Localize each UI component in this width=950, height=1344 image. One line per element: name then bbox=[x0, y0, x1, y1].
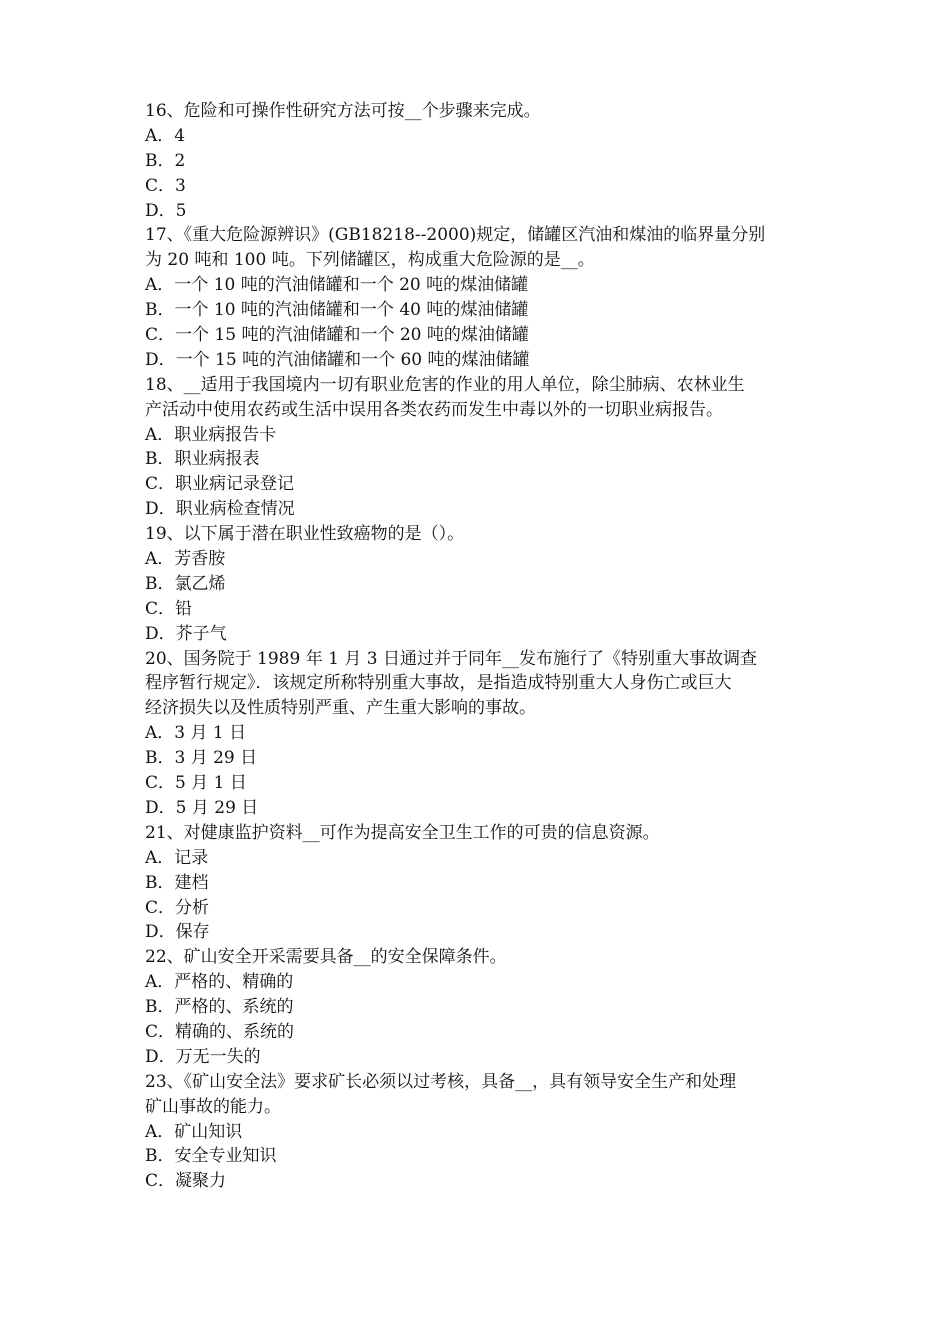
option-d: D．职业病检查情况 bbox=[145, 499, 295, 520]
question-16 bbox=[145, 99, 810, 223]
question-19 bbox=[145, 522, 810, 646]
option-c: C．分析 bbox=[145, 897, 210, 918]
question-stem: 16、危险和可操作性研究方法可按__个步骤来完成。 bbox=[145, 101, 541, 121]
option-a: A．一个 10 吨的汽油储罐和一个 20 吨的煤油储罐 bbox=[145, 275, 529, 296]
option-d: D．保存 bbox=[145, 922, 210, 943]
option-d: D．5 月 29 日 bbox=[145, 797, 259, 818]
option-b: B．3 月 29 日 bbox=[145, 748, 258, 769]
question-stem: 17、《重大危险源辨识》(GB18218--2000)规定，储罐区汽油和煤油的临界量分别 bbox=[145, 225, 766, 246]
option-c: C．凝聚力 bbox=[145, 1171, 227, 1192]
question-stem: 23、《矿山安全法》要求矿长必须以过考核，具备__，具有领导安全生产和处理 bbox=[145, 1071, 737, 1092]
question-stem-continued: 程序暂行规定》．该规定所称特别重大事故，是指造成特别重大人身伤亡或巨大 bbox=[145, 673, 732, 694]
option-a: A．矿山知识 bbox=[145, 1121, 243, 1142]
option-b: B．严格的、系统的 bbox=[145, 997, 294, 1018]
question-stem: 18、__适用于我国境内一切有职业危害的作业的用人单位，除尘肺病、农林业生 bbox=[145, 374, 745, 395]
option-a: A．记录 bbox=[145, 847, 209, 868]
option-c: C．职业病记录登记 bbox=[145, 474, 295, 495]
option-b: B．职业病报表 bbox=[145, 449, 260, 470]
option-c: C．一个 15 吨的汽油储罐和一个 20 吨的煤油储罐 bbox=[145, 325, 529, 346]
option-c: C．精确的、系统的 bbox=[145, 1021, 295, 1042]
question-stem: 22、矿山安全开采需要具备__的安全保障条件。 bbox=[145, 947, 507, 968]
option-d: D．万无一失的 bbox=[145, 1046, 261, 1067]
option-c: C．铅 bbox=[145, 598, 193, 619]
question-stem: 20、国务院于 1989 年 1 月 3 日通过并于同年__发布施行了《特别重大事故调查 bbox=[145, 648, 757, 669]
option-a: A．职业病报告卡 bbox=[145, 424, 277, 445]
option-a: A．严格的、精确的 bbox=[145, 972, 294, 993]
question-23 bbox=[145, 1070, 810, 1194]
option-d: D．5 bbox=[145, 200, 187, 221]
option-d: D．一个 15 吨的汽油储罐和一个 60 吨的煤油储罐 bbox=[145, 349, 530, 370]
question-18 bbox=[145, 373, 810, 522]
question-21 bbox=[145, 821, 810, 945]
question-stem-continued: 产活动中使用农药或生活中误用各类农药而发生中毒以外的一切职业病报告。 bbox=[145, 399, 723, 420]
option-b: B．建档 bbox=[145, 872, 209, 893]
question-stem-continued: 为 20 吨和 100 吨。下列储罐区，构成重大危险源的是__。 bbox=[145, 250, 595, 271]
question-stem-continued: 矿山事故的能力。 bbox=[145, 1096, 281, 1117]
option-a: A．芳香胺 bbox=[145, 549, 226, 570]
question-22 bbox=[145, 945, 810, 1069]
question-list bbox=[145, 99, 810, 1194]
option-c: C．5 月 1 日 bbox=[145, 773, 247, 794]
question-17 bbox=[145, 223, 810, 372]
option-c: C．3 bbox=[145, 175, 186, 196]
option-d: D．芥子气 bbox=[145, 623, 227, 644]
question-stem-continued: 经济损失以及性质特别严重、产生重大影响的事故。 bbox=[145, 698, 536, 719]
option-a: A．3 月 1 日 bbox=[145, 723, 247, 744]
question-stem: 21、对健康监护资料__可作为提高安全卫生工作的可贵的信息资源。 bbox=[145, 822, 660, 843]
option-b: B．氯乙烯 bbox=[145, 573, 226, 594]
option-b: B．安全专业知识 bbox=[145, 1146, 277, 1167]
question-stem: 19、以下属于潜在职业性致癌物的是（）。 bbox=[145, 524, 465, 545]
option-b: B．2 bbox=[145, 150, 186, 171]
option-b: B．一个 10 吨的汽油储罐和一个 40 吨的煤油储罐 bbox=[145, 300, 529, 321]
option-a: A．4 bbox=[145, 125, 186, 146]
question-20 bbox=[145, 647, 810, 821]
